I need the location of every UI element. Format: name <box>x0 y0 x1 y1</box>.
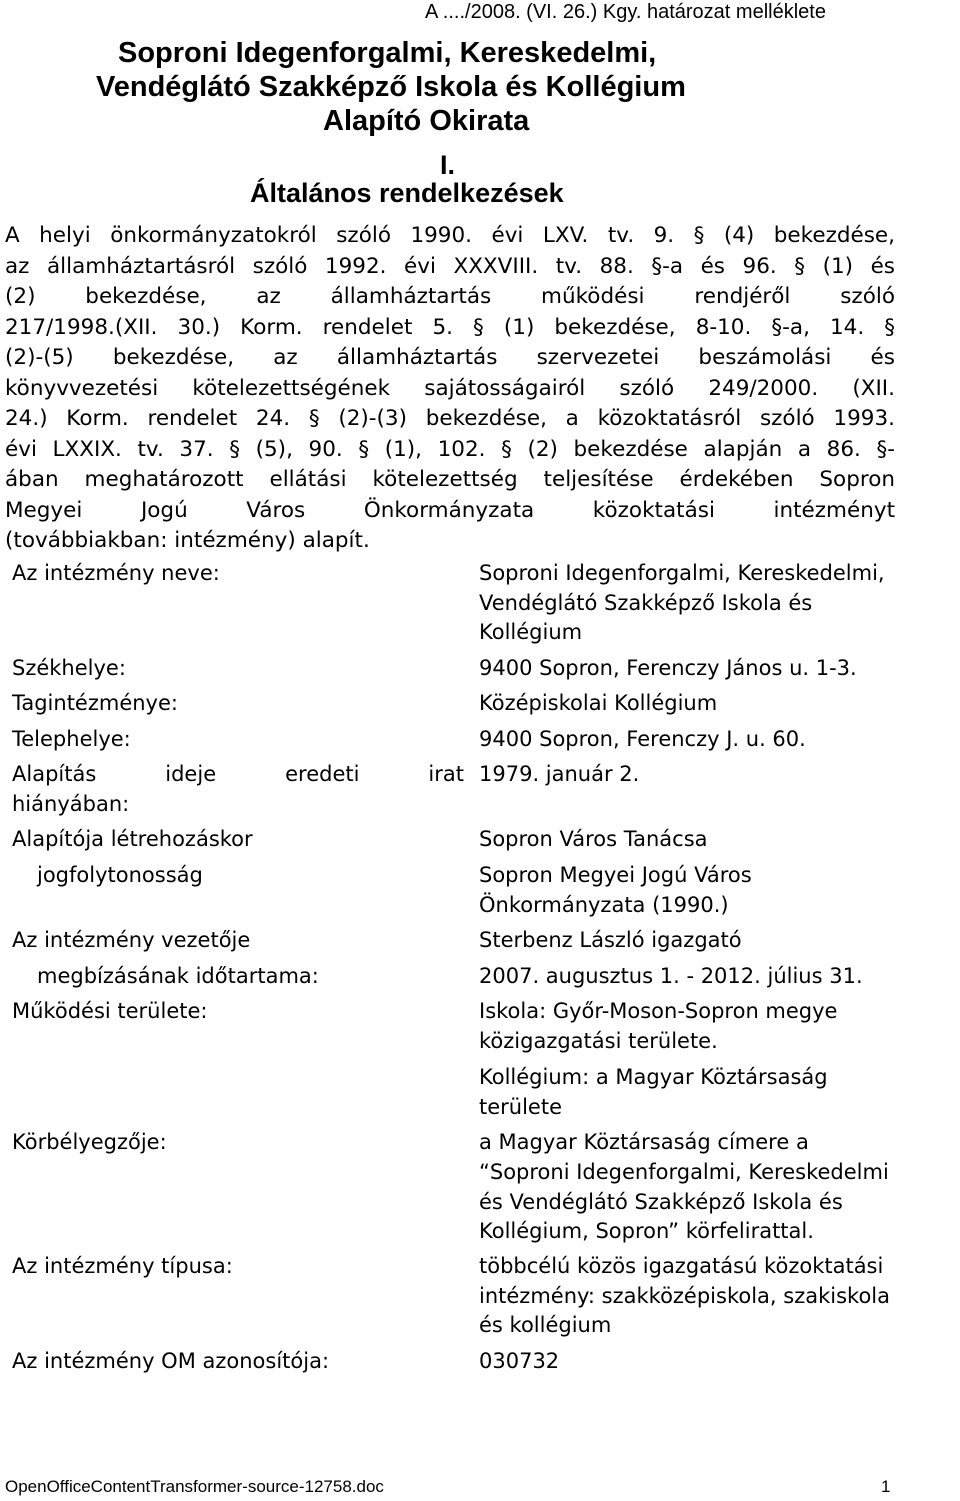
continuity-value-line: Önkormányzata (1990.) <box>479 893 729 917</box>
preamble-line: 217/1998.(XII. 30.) Korm. rendelet 5. § (1) bekezdése, 8-10. §-a, 14. § <box>5 314 895 340</box>
site-value: 9400 Sopron, Ferenczy J. u. 60. <box>479 727 806 751</box>
term-value: 2007. augusztus 1. - 2012. július 31. <box>479 964 863 988</box>
preamble-line: ában meghatározott ellátási kötelezettség teljesítése érdekében Sopron <box>5 467 895 492</box>
institution-name-line: Vendéglátó Szakképző Iskola és <box>479 591 813 615</box>
document-title-line-2: Vendéglátó Szakképző Iskola és Kollégium <box>96 71 686 103</box>
chapter-number: I. <box>440 150 456 180</box>
document-title-line-1: Soproni Idegenforgalmi, Kereskedelmi, <box>118 37 657 69</box>
founding-date-label-line: Alapítás ideje eredeti irat <box>12 762 464 786</box>
round-stamp-line: Kollégium, Sopron” körfelirattal. <box>479 1219 814 1243</box>
header-note: A ..../2008. (VI. 26.) Kgy. határozat melléklete <box>425 1 826 23</box>
preamble-line: 24.) Korm. rendelet 24. § (2)-(3) bekezdése, a közoktatásról szóló 1993. <box>5 406 895 431</box>
preamble-line: (2)-(5) bekezdése, az államháztartás szervezetei beszámolási és <box>5 345 895 370</box>
preamble-paragraph <box>5 221 895 557</box>
institution-type-label: Az intézmény típusa: <box>12 1254 233 1278</box>
founding-date-label <box>12 759 464 819</box>
seat-label: Székhelye: <box>12 656 126 680</box>
round-stamp-line: a Magyar Köztársaság címere a <box>479 1130 809 1154</box>
round-stamp-label: Körbélyegzője: <box>12 1130 167 1154</box>
footer-page-number: 1 <box>881 1477 891 1496</box>
footer-filename: OpenOfficeContentTransformer-source-12758.doc <box>5 1477 384 1496</box>
head-label: Az intézmény vezetője <box>12 928 251 952</box>
seat-value: 9400 Sopron, Ferenczy János u. 1-3. <box>479 656 857 680</box>
institution-name-line: Soproni Idegenforgalmi, Kereskedelmi, <box>479 561 885 585</box>
site-label: Telephelye: <box>12 727 131 751</box>
om-id-value: 030732 <box>479 1349 560 1373</box>
founding-date-label-line: hiányában: <box>12 792 130 816</box>
round-stamp-line: “Soproni Idegenforgalmi, Kereskedelmi <box>479 1160 889 1184</box>
member-institution-value: Középiskolai Kollégium <box>479 691 718 715</box>
preamble-line: (továbbiakban: intézmény) alapít. <box>5 528 370 553</box>
preamble-line: Megyei Jogú Város Önkormányzata közoktatási intézményt <box>5 497 895 523</box>
operating-area-line: területe <box>479 1095 563 1119</box>
operating-area-line: Iskola: Győr-Moson-Sopron megye <box>479 999 838 1023</box>
preamble-line: A helyi önkormányzatokról szóló 1990. évi LXV. tv. 9. § (4) bekezdése, <box>5 223 895 248</box>
operating-area-label: Működési területe: <box>12 999 208 1023</box>
preamble-line: az államháztartásról szóló 1992. évi XXXVIII. tv. 88. §-a és 96. § (1) és <box>5 253 895 279</box>
continuity-label: jogfolytonosság <box>37 863 203 887</box>
founding-date-value: 1979. január 2. <box>479 762 640 786</box>
founder-label: Alapítója létrehozáskor <box>12 827 253 851</box>
chapter-title: Általános rendelkezések <box>250 178 564 208</box>
document-title-line-3: Alapító Okirata <box>323 105 530 137</box>
institution-type-line: és kollégium <box>479 1313 612 1337</box>
om-id-label: Az intézmény OM azonosítója: <box>12 1349 330 1373</box>
institution-name-line: Kollégium <box>479 620 583 644</box>
term-label: megbízásának időtartama: <box>37 964 319 988</box>
operating-area-line: közigazgatási területe. <box>479 1029 718 1053</box>
institution-type-line: intézmény: szakközépiskola, szakiskola <box>479 1284 891 1308</box>
round-stamp-line: és Vendéglátó Szakképző Iskola és <box>479 1190 843 1214</box>
institution-type-line: többcélú közös igazgatású közoktatási <box>479 1254 884 1278</box>
member-institution-label: Tagintézménye: <box>12 691 178 715</box>
preamble-line: évi LXXIX. tv. 37. § (5), 90. § (1), 102. § (2) bekezdése alapján a 86. §- <box>5 436 895 462</box>
founder-value: Sopron Város Tanácsa <box>479 827 708 851</box>
institution-name-label: Az intézmény neve: <box>12 561 220 585</box>
operating-area-line: Kollégium: a Magyar Köztársaság <box>479 1065 828 1089</box>
preamble-line: könyvvezetési kötelezettségének sajátosságairól szóló 249/2000. (XII. <box>5 375 895 401</box>
head-value: Sterbenz László igazgató <box>479 928 742 952</box>
preamble-line: (2) bekezdése, az államháztartás működési rendjéről szóló <box>5 284 895 309</box>
continuity-value-line: Sopron Megyei Jogú Város <box>479 863 752 887</box>
